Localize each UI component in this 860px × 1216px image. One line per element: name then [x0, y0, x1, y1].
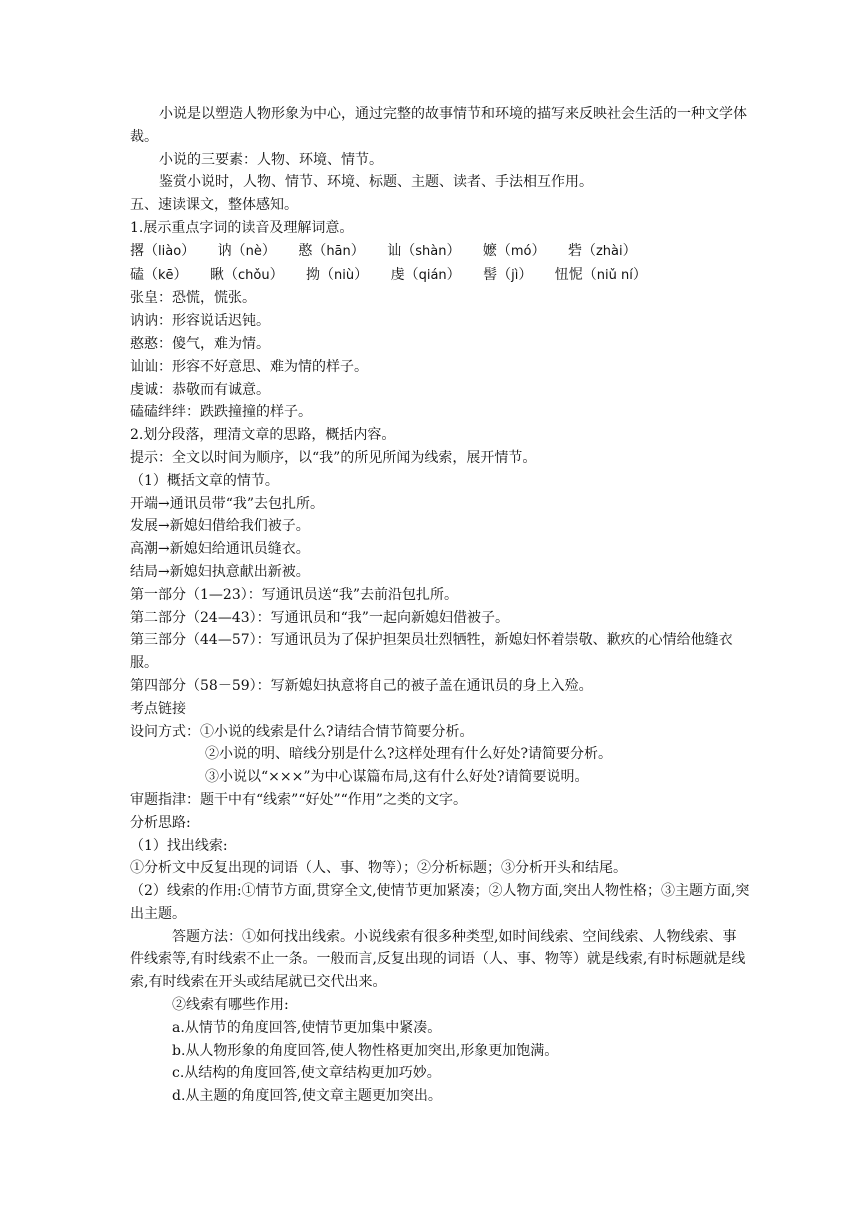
- definition: 憨憨：傻气，难为情。: [130, 335, 270, 352]
- vocab-row: [130, 264, 750, 288]
- question-line: [130, 721, 750, 744]
- plot-step: 开端→通讯员带“我”去包扎所。: [130, 495, 325, 512]
- definition: 张皇：恐慌，慌张。: [130, 290, 256, 307]
- definition: 讷讷：形容说话迟钝。: [130, 313, 270, 330]
- part-summary: 第二部分（24—43）：写通讯员和“我”一起向新媳妇借被子。: [130, 609, 509, 626]
- definition: 磕磕绊绊：跌跌撞撞的样子。: [130, 404, 312, 421]
- vocab-item: 憨（hān）: [298, 242, 365, 259]
- plot-step: 高潮→新媳妇给通讯员缝衣。: [130, 541, 310, 558]
- hint: 提示：全文以时间为顺序，以“我”的所见所闻为线索，展开情节。: [130, 449, 537, 466]
- vocab-item: 髻（jì）: [483, 266, 533, 283]
- vocab-item: 撂（liào）: [130, 242, 196, 259]
- vocab-item: 虔（qián）: [390, 266, 461, 283]
- vocab-item: 瞅（chǒu）: [209, 266, 284, 283]
- task-vocab: 1.展示重点字词的读音及理解词意。: [130, 219, 354, 236]
- role-item: c.从结构的角度回答,使文章结构更加巧妙。: [172, 1065, 441, 1082]
- vocab-item: 讷（nè）: [217, 242, 276, 259]
- role-text: （2）线索的作用:①情节方面,贯穿全文,使情节更加紧凑；②人物方面,突出人物性格；③主题方面,突出主题。: [130, 883, 750, 922]
- find-text: ①分析文中反复出现的词语（人、事、物等）；②分析标题；③分析开头和结尾。: [130, 860, 627, 877]
- part-summary: 第三部分（44—57）：写通讯员为了保护担架员壮烈牺牲，新媳妇怀着崇敬、歉疚的心情给他缝衣服。: [130, 632, 733, 672]
- role-item: b.从人物形象的角度回答,使人物性格更加突出,形象更加饱满。: [172, 1042, 559, 1059]
- vocab-item: 嬷（mó）: [482, 242, 546, 259]
- section-heading: 五、速读课文，整体感知。: [130, 197, 298, 214]
- kaodian-heading: 考点链接: [130, 700, 186, 717]
- intro-definition: 小说是以塑造人物形象为中心，通过完整的故事情节和环境的描写来反映社会生活的一种文学体裁。: [130, 106, 747, 145]
- part-summary: 第一部分（1—23）：写通讯员送“我”去前沿包扎所。: [130, 586, 459, 603]
- definition: 虔诚：恭敬而有诚意。: [130, 381, 270, 398]
- role-item: d.从主题的角度回答,使文章主题更加突出。: [172, 1088, 442, 1105]
- vocab-item: 讪（shàn）: [387, 242, 461, 259]
- vocab-item: 忸怩（niǔ ní）: [554, 266, 647, 283]
- task-structure: 2.划分段落，理清文章的思路，概括内容。: [130, 427, 396, 444]
- answer-method: 答题方法：①如何找出线索。小说线索有很多种类型,如时间线索、空间线索、人物线索、事件线索等,有时线索不止一条。一般而言,反复出现的词语（人、事、物等）就是线索,有时标题就是线索,有时线索在开头或结尾就已交代出来。: [130, 928, 746, 991]
- question-label: 设问方式：: [130, 723, 200, 740]
- vocab-item: 拗（niù）: [306, 266, 369, 283]
- plot-step: 发展→新媳妇借给我们被子。: [130, 518, 310, 535]
- shenti: 审题指津：题干中有“线索”“好处”“作用”之类的文字。: [130, 791, 467, 808]
- plot-title: （1）概括文章的情节。: [130, 472, 279, 489]
- question-item: ②小说的明、暗线分别是什么?这样处理有什么好处?请简要分析。: [205, 746, 613, 763]
- vocab-item: 砦（zhài）: [567, 242, 637, 259]
- question-item: ①小说的线索是什么?请结合情节简要分析。: [200, 723, 474, 740]
- part-summary: 第四部分（58－59）：写新媳妇执意将自己的被子盖在通讯员的身上入殓。: [130, 677, 593, 694]
- find-title: （1）找出线索:: [130, 837, 228, 854]
- plot-step: 结局→新媳妇执意献出新被。: [130, 563, 310, 580]
- vocab-row: [130, 240, 750, 264]
- role-item: a.从情节的角度回答,使情节更加集中紧凑。: [172, 1019, 442, 1036]
- definition: 讪讪：形容不好意思、难为情的样子。: [130, 358, 368, 375]
- intro-three-elements: 小说的三要素：人物、环境、情节。: [159, 151, 383, 168]
- roles-title: ②线索有哪些作用:: [172, 997, 289, 1014]
- intro-appreciation: 鉴赏小说时，人物、情节、环境、标题、主题、读者、手法相互作用。: [159, 174, 593, 191]
- question-item: ③小说以“×××”为中心谋篇布局,这有什么好处?请简要说明。: [205, 769, 589, 786]
- fenxi-heading: 分析思路:: [130, 814, 191, 831]
- vocab-item: 磕（kē）: [130, 266, 188, 283]
